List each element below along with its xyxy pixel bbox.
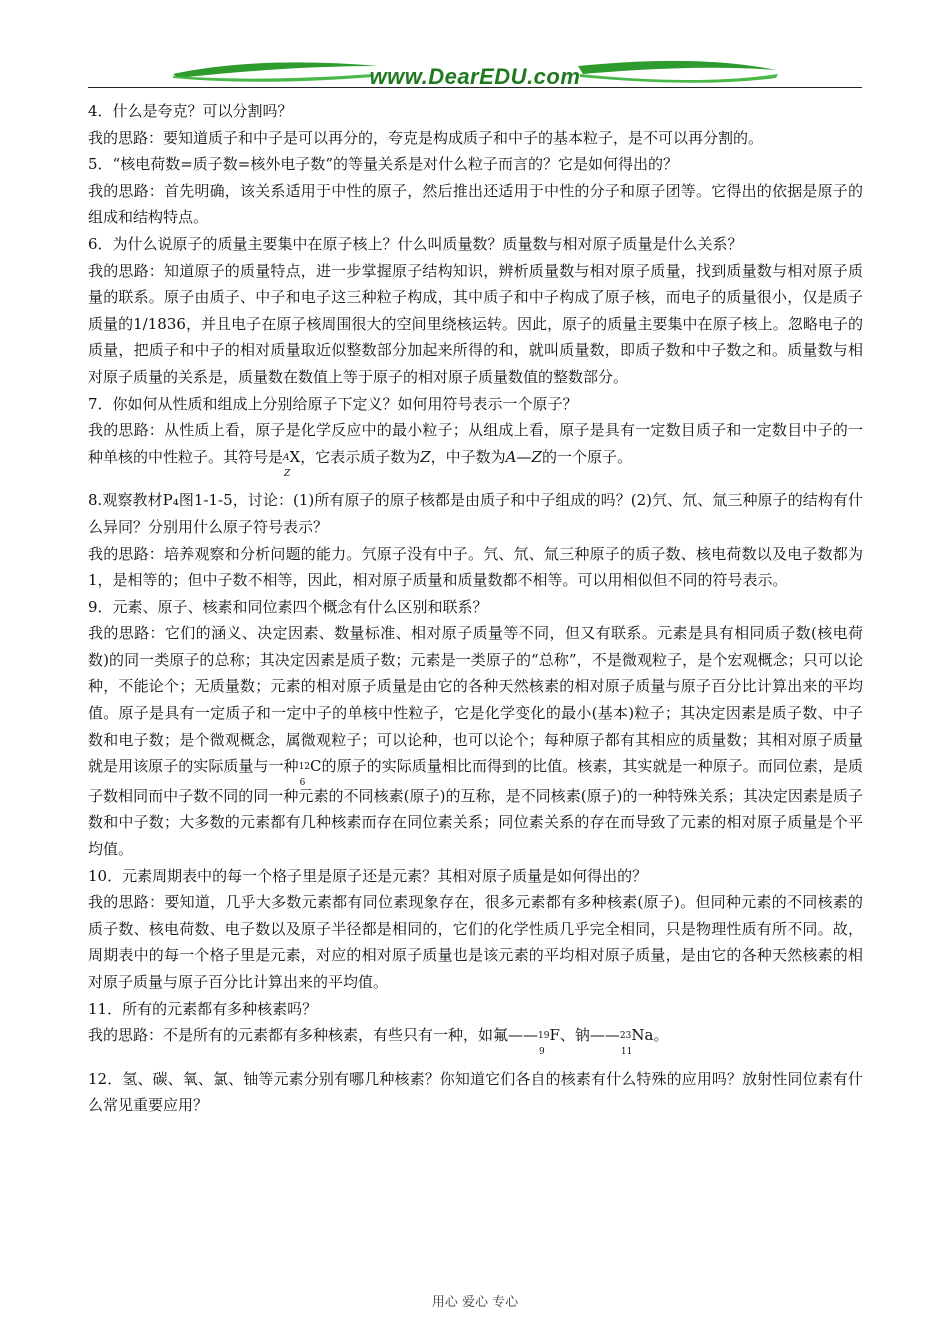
nuclide-symbol: AX Z: [283, 447, 301, 479]
answer-4: 我的思路：要知道质子和中子是可以再分的，夸克是构成质子和中子的基本粒子，是不可以再分割的。: [88, 128, 764, 147]
question-12: 12．氢、碳、氧、氯、铀等元素分别有哪几种核素？你知道它们各自的核素有什么特殊的应用吗？放射性同位素有什么常见重要应用？: [88, 1069, 863, 1115]
question-9: 9．元素、原子、核素和同位素四个概念有什么区别和联系？: [88, 597, 488, 616]
question-7: 7．你如何从性质和组成上分别给原子下定义？如何用符号表示一个原子？: [88, 394, 578, 413]
answer-6: 我的思路：知道原子的质量特点，进一步掌握原子结构知识，辨析质量数与相对原子质量，找到质量数与相对原子质量的联系。原子由质子、中子和电子这三种粒子构成，其中质子和中子构成了原子核，而电子的质量很小，仅是质子质量的1/1836，并且电子在原子核周围很大的空间里绕核运转。因此，原子的质量主要集中在原子核上。忽略电子的质量，把质子和中子的相对质量取近似整数部分加起来所得的和，就叫质量数，即质子数和中子数之和。质量数与相对原子质量的关系是，质量数在数值上等于原子的相对原子质量数值的整数部分。: [88, 261, 863, 386]
question-6: 6．为什么说原子的质量主要集中在原子核上？什么叫质量数？质量数与相对原子质量是什么关系？: [88, 234, 743, 253]
nuclide-symbol: 23Na 11: [619, 1026, 654, 1058]
header-rule: [88, 87, 862, 88]
answer-5: 我的思路：首先明确，该关系适用于中性的原子，然后推出还适用于中性的分子和原子团等。它得出的依据是原子的组成和结构特点。: [88, 181, 863, 227]
document-body: [88, 98, 863, 1119]
answer-11: 我的思路：不是所有的元素都有多种核素，有些只有一种，如氟——19F 9 、钠——23Na 11 。: [88, 1022, 863, 1052]
question-8: 8.观察教材P₄图1-1-5，讨论：(1)所有原子的原子核都是由质子和中子组成的吗？(2)氕、氘、氚三种原子的结构有什么异同？分别用什么原子符号表示？: [88, 491, 863, 536]
question-5: 5．“核电荷数=质子数=核外电子数”的等量关系是对什么粒子而言的？它是如何得出的？: [88, 155, 679, 174]
answer-7: 我的思路：从性质上看，原子是化学反应中的最小粒子；从组成上看，原子是具有一定数目质子和一定数目中子的一种单核的中性粒子。其符号是AX Z ，它表示质子数为Z，中子数为A—Z的一个原子。: [88, 421, 863, 479]
page-footer: 用心 爱心 专心: [431, 1295, 519, 1310]
answer-10: 我的思路：要知道，几乎大多数元素都有同位素现象存在，很多元素都有多种核素(原子)。但同种元素的不同核素的质子数、核电荷数、电子数以及原子半径都是相同的，它们的化学性质几乎完全相同，只是物理性质有所不同。故，周期表中的每一个格子里是元素，对应的相对原子质量也是该元素的平均相对原子质量，是由它的各种天然核素的相对原子质量与原子百分比计算出来的平均值。: [88, 893, 863, 991]
question-4: 4．什么是夸克？可以分割吗？: [88, 102, 293, 120]
question-11: 11．所有的元素都有多种核素吗？: [88, 999, 318, 1018]
nuclide-symbol: 19F 9: [538, 1026, 560, 1058]
site-header: [88, 52, 862, 92]
answer-8: 我的思路：培养观察和分析问题的能力。氕原子没有中子。氕、氘、氚三种原子的质子数、核电荷数以及电子数都为1，是相等的；但中子数不相等，因此，相对原子质量和质量数都不相等。可以用相似但不同的符号表示。: [88, 544, 863, 590]
answer-9: 我的思路：它们的涵义、决定因素、数量标准、相对原子质量等不同，但又有联系。元素是具有相同质子数(核电荷数)的同一类原子的总称；其决定因素是质子数；元素是一类原子的“总称”，不是微观粒子，是个宏观概念；只可以论种，不能论个；无质量数；元素的相对原子质量是由它的各种天然核素的相对原子质量与原子百分比计算出来的平均值。原子是具有一定质子和一定中子的单核中性粒子，它是化学变化的最小(基本)粒子；其决定因素是质子数、中子数和电子数；是个微观概念，属微观粒子；可以论种，也可以论个；每种原子都有其相应的质量数；其相对原子质量就是用该原子的实际质量与一种12C 6 的原子的实际质量相比而得到的比值。核素，其实就是一种原子。而同位素，是质子数相同而中子数不同的同一种元素的不同核素(原子)的互称，是不同核素(原子)的一种特殊关系；其决定因素是质子数和中子数；大多数的元素都有几种核素而存在同位素关系；同位素关系的存在而导致了元素的相对原子质量是个平均值。: [88, 624, 863, 859]
nuclide-symbol: 12C 6: [298, 757, 322, 789]
site-logo-text[interactable]: www.DearEDU.com: [369, 64, 581, 89]
question-10: 10．元素周期表中的每一个格子里是原子还是元素？其相对原子质量是如何得出的？: [88, 866, 648, 885]
